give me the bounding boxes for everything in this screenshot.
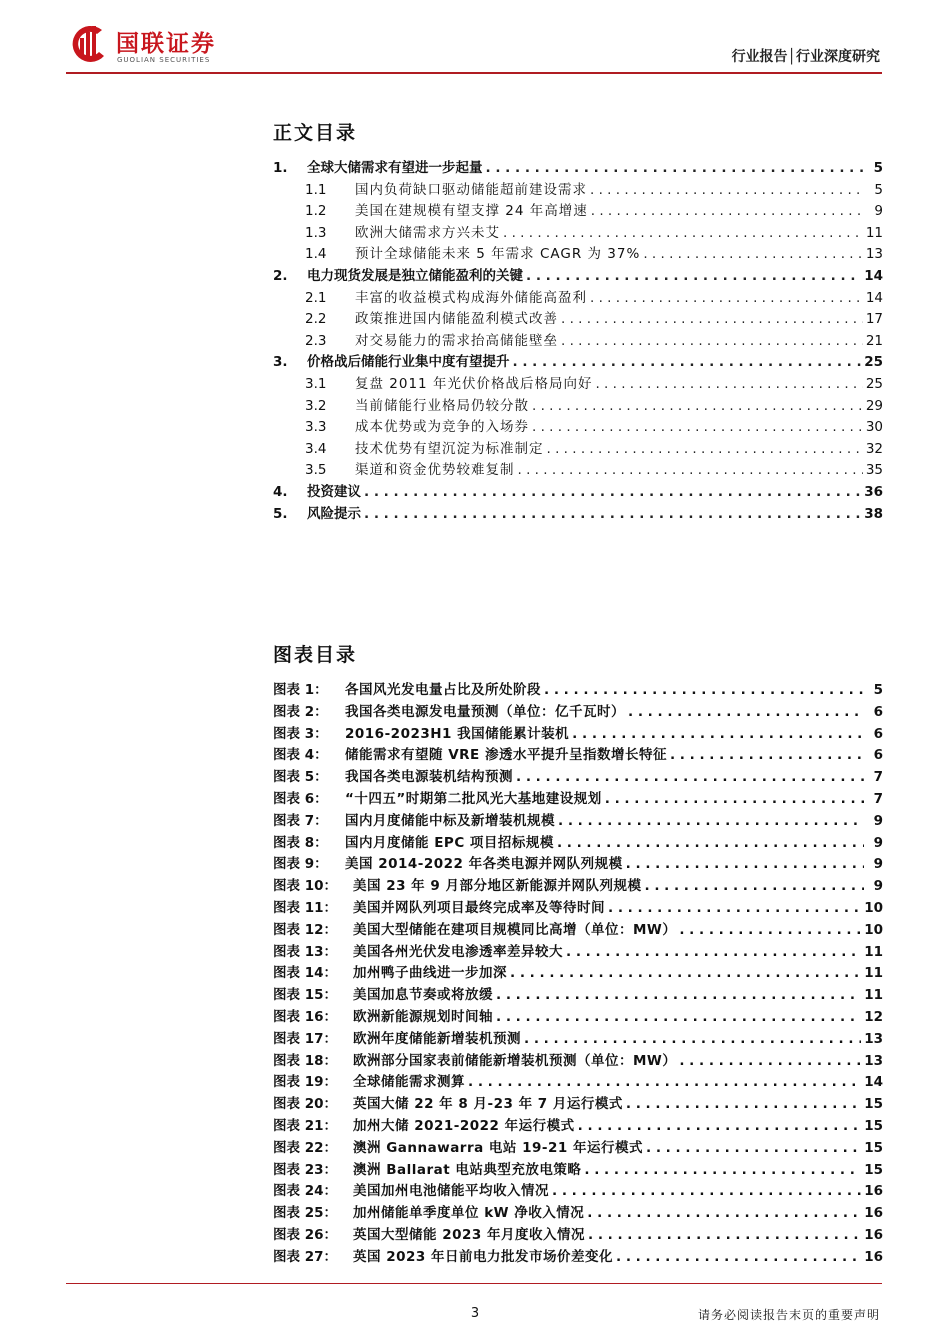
guolian-logo bbox=[66, 22, 246, 68]
figure-entry[interactable] bbox=[273, 1247, 883, 1269]
figure-entry-title: 我国各类电源装机结构预测 bbox=[345, 769, 513, 786]
toc-entry-page: 36 bbox=[864, 484, 883, 500]
figure-dot-leader bbox=[496, 1007, 861, 1029]
figure-entry-label: 图表 25： bbox=[273, 1205, 337, 1222]
toc-dot-leader bbox=[547, 439, 863, 461]
figure-entry-page: 10 bbox=[864, 900, 883, 916]
toc-entry-number: 1.4 bbox=[305, 246, 327, 263]
figure-entry-title: 美国加州电池储能平均收入情况 bbox=[353, 1183, 549, 1200]
figure-dot-leader bbox=[566, 942, 861, 964]
figure-dot-leader bbox=[558, 811, 864, 833]
figure-entry-page: 7 bbox=[873, 791, 883, 807]
toc-entry[interactable] bbox=[273, 460, 883, 482]
toc-entry-number: 3.2 bbox=[305, 397, 327, 414]
guolian-logo-icon bbox=[66, 22, 112, 68]
toc-entry-page: 25 bbox=[864, 354, 883, 371]
toc-dot-leader bbox=[532, 396, 863, 418]
figure-entry-title: 美国各州光伏发电渗透率差异较大 bbox=[353, 943, 563, 960]
toc-entry-number: 4. bbox=[273, 484, 288, 500]
figure-entry-title: “十四五”时期第二批风光大基地建设规划 bbox=[345, 791, 602, 807]
toc-entry-title: 投资建议 bbox=[307, 484, 361, 500]
toc-entry-page: 11 bbox=[865, 224, 883, 241]
toc-entry[interactable] bbox=[273, 482, 883, 504]
page-number: 3 bbox=[470, 1306, 480, 1321]
figure-entry-title: 美国并网队列项目最终完成率及等待时间 bbox=[353, 900, 605, 916]
figure-entry-label: 图表 3： bbox=[273, 725, 328, 742]
figure-entry-label: 图表 15： bbox=[273, 987, 337, 1004]
toc-entry-page: 32 bbox=[865, 440, 883, 457]
toc-entry[interactable] bbox=[273, 331, 883, 353]
figure-entry-title: 美国 2014-2022 年各类电源并网队列规模 bbox=[345, 856, 623, 873]
toc-entry-title: 全球大储需求有望进一步起量 bbox=[307, 160, 483, 176]
toc-entry-title: 成本优势或为竞争的入场券 bbox=[355, 419, 529, 436]
toc-dot-leader bbox=[513, 352, 862, 374]
toc-entry-number: 1.3 bbox=[305, 224, 327, 241]
toc-entry-title: 国内负荷缺口驱动储能超前建设需求 bbox=[355, 181, 587, 198]
figure-entry-title: 美国大型储能在建项目规模同比高增（单位：MW） bbox=[353, 921, 677, 938]
footer-divider bbox=[66, 1283, 882, 1284]
figure-entry-page: 15 bbox=[864, 1139, 883, 1156]
figure-entry-title: 美国加息节奏或将放缓 bbox=[353, 987, 493, 1004]
disclaimer: 请务必阅读报告末页的重要声明 bbox=[697, 1308, 880, 1322]
figure-dot-leader bbox=[544, 680, 864, 702]
figure-entry[interactable] bbox=[273, 745, 883, 767]
toc-dot-leader bbox=[590, 180, 864, 202]
figure-dot-leader bbox=[510, 963, 861, 985]
figure-entry-label: 图表 9： bbox=[273, 856, 328, 873]
figure-entry[interactable] bbox=[273, 680, 883, 702]
figure-entry-title: 英国大型储能 2023 年月度收入情况 bbox=[353, 1227, 585, 1243]
figure-entry-page: 13 bbox=[864, 1030, 883, 1047]
toc-entry[interactable] bbox=[273, 266, 883, 288]
figure-entry-title: 加州鸭子曲线进一步加深 bbox=[353, 965, 507, 982]
figure-dot-leader bbox=[626, 1094, 861, 1116]
toc-entry-title: 政策推进国内储能盈利模式改善 bbox=[355, 311, 558, 328]
toc-entry-number: 5. bbox=[273, 505, 288, 522]
figure-entry-page: 14 bbox=[864, 1074, 883, 1091]
toc-entry-page: 21 bbox=[865, 332, 883, 349]
figure-dot-leader bbox=[644, 876, 864, 898]
figure-dot-leader bbox=[646, 1138, 861, 1160]
figure-entry-page: 11 bbox=[864, 965, 883, 982]
figure-dot-leader bbox=[628, 702, 864, 724]
figure-entry-label: 图表 19： bbox=[273, 1074, 337, 1091]
figure-entry-title: 美国 23 年 9 月部分地区新能源并网队列规模 bbox=[353, 878, 642, 895]
figure-entry-title: 储能需求有望随 VRE 渗透水平提升呈指数增长特征 bbox=[345, 747, 667, 764]
figure-entry-page: 11 bbox=[864, 943, 883, 960]
toc-dot-leader bbox=[364, 504, 861, 526]
figure-entry[interactable] bbox=[273, 963, 883, 985]
toc-entry-number: 3.4 bbox=[305, 440, 327, 457]
figure-dot-leader bbox=[616, 1247, 861, 1269]
figure-entry[interactable] bbox=[273, 811, 883, 833]
figure-entry-page: 11 bbox=[864, 987, 883, 1004]
toc-dot-leader bbox=[532, 417, 863, 439]
figure-entry-page: 9 bbox=[873, 812, 883, 829]
figure-entry-title: 欧洲新能源规划时间轴 bbox=[353, 1009, 493, 1025]
figure-entry[interactable] bbox=[273, 1094, 883, 1116]
figure-dot-leader bbox=[468, 1072, 861, 1094]
figure-entry[interactable] bbox=[273, 833, 883, 855]
toc-entry-number: 3.5 bbox=[305, 462, 327, 479]
figure-dot-leader bbox=[516, 767, 864, 789]
toc-entry-number: 3. bbox=[273, 354, 288, 371]
figure-entry[interactable] bbox=[273, 1160, 883, 1182]
figure-entry-title: 澳洲 Gannawarra 电站 19-21 年运行模式 bbox=[353, 1139, 644, 1156]
figure-entry-label: 图表 7： bbox=[273, 812, 328, 829]
figures-title: 图表目录 bbox=[273, 644, 358, 666]
figure-entry[interactable] bbox=[273, 1116, 883, 1138]
toc-entry-number: 3.1 bbox=[305, 376, 327, 392]
figure-dot-leader bbox=[605, 789, 864, 811]
toc-dot-leader bbox=[526, 266, 861, 288]
figure-entry[interactable] bbox=[273, 1203, 883, 1225]
figure-entry-page: 6 bbox=[873, 747, 883, 764]
figure-entry[interactable] bbox=[273, 789, 883, 811]
figure-entry-label: 图表 6： bbox=[273, 791, 328, 807]
toc-entry[interactable] bbox=[273, 396, 883, 418]
figure-entry[interactable] bbox=[273, 876, 883, 898]
figure-entry-title: 2016-2023H1 我国储能累计装机 bbox=[345, 725, 570, 742]
figure-entry-label: 图表 23： bbox=[273, 1161, 337, 1178]
figure-dot-leader bbox=[572, 724, 864, 746]
figure-entry-page: 16 bbox=[864, 1205, 883, 1222]
figure-dot-leader bbox=[524, 1029, 861, 1051]
figure-entry[interactable] bbox=[273, 1225, 883, 1247]
figure-entry-label: 图表 1： bbox=[273, 682, 328, 698]
figure-entry-page: 9 bbox=[873, 834, 883, 851]
figure-entry[interactable] bbox=[273, 854, 883, 876]
toc-entry[interactable] bbox=[273, 417, 883, 439]
figure-entry-title: 英国大储 22 年 8 月-23 年 7 月运行模式 bbox=[353, 1096, 623, 1113]
figure-entry-label: 图表 5： bbox=[273, 769, 328, 786]
figure-entry-title: 国内月度储能中标及新增装机规模 bbox=[345, 812, 555, 829]
figure-entry-title: 全球储能需求测算 bbox=[353, 1074, 465, 1091]
toc-entry-page: 5 bbox=[873, 160, 883, 176]
toc-entry-page: 5 bbox=[874, 181, 883, 198]
figure-entry[interactable] bbox=[273, 702, 883, 724]
toc-entry-title: 复盘 2011 年光伏价格战后格局向好 bbox=[355, 376, 593, 392]
figure-entry-label: 图表 27： bbox=[273, 1248, 337, 1265]
figure-entry-title: 国内月度储能 EPC 项目招标规模 bbox=[345, 834, 554, 851]
toc-entry[interactable] bbox=[273, 504, 883, 526]
toc-entry-title: 当前储能行业格局仍较分散 bbox=[355, 397, 529, 414]
toc-entry-page: 25 bbox=[865, 376, 883, 392]
figure-entry-label: 图表 26： bbox=[273, 1227, 337, 1243]
figure-entry-title: 各国风光发电量占比及所处阶段 bbox=[345, 682, 541, 698]
toc-entry-number: 2.3 bbox=[305, 332, 327, 349]
figure-entry-title: 加州大储 2021-2022 年运行模式 bbox=[353, 1118, 575, 1134]
toc-entry-title: 电力现货发展是独立储能盈利的关键 bbox=[307, 268, 523, 284]
figure-entry-page: 16 bbox=[864, 1183, 883, 1200]
figure-entry[interactable] bbox=[273, 898, 883, 920]
figure-entry[interactable] bbox=[273, 1072, 883, 1094]
figure-dot-leader bbox=[679, 920, 861, 942]
figure-entry[interactable] bbox=[273, 1007, 883, 1029]
figure-entry-label: 图表 17： bbox=[273, 1030, 337, 1047]
toc-entry-number: 1.1 bbox=[305, 181, 327, 198]
figure-entry-page: 16 bbox=[864, 1227, 883, 1243]
toc-entry-page: 17 bbox=[865, 311, 883, 328]
figure-entry-title: 加州储能单季度单位 kW 净收入情况 bbox=[353, 1205, 585, 1222]
figure-entry-title: 欧洲部分国家表前储能新增装机预测（单位：MW） bbox=[353, 1052, 677, 1069]
figure-entry-page: 15 bbox=[864, 1096, 883, 1113]
figure-dot-leader bbox=[496, 985, 861, 1007]
toc-entry-title: 渠道和资金优势较难复制 bbox=[355, 462, 515, 479]
figure-entry-label: 图表 2： bbox=[273, 703, 328, 720]
figure-entry[interactable] bbox=[273, 920, 883, 942]
toc-entry[interactable] bbox=[273, 352, 883, 374]
figure-dot-leader bbox=[557, 833, 864, 855]
figure-dot-leader bbox=[587, 1203, 861, 1225]
figure-entry-label: 图表 11： bbox=[273, 900, 337, 916]
figure-entry-page: 15 bbox=[864, 1161, 883, 1178]
figure-entry-page: 12 bbox=[864, 1009, 883, 1025]
toc-dot-leader bbox=[364, 482, 861, 504]
toc-title: 正文目录 bbox=[273, 122, 358, 144]
figure-entry-label: 图表 8： bbox=[273, 834, 328, 851]
toc-entry-page: 38 bbox=[864, 505, 883, 522]
figure-entry-page: 6 bbox=[873, 725, 883, 742]
toc-dot-leader bbox=[561, 331, 863, 353]
figure-entry-label: 图表 24： bbox=[273, 1183, 337, 1200]
toc-entry[interactable] bbox=[273, 244, 883, 266]
toc-entry-number: 1.2 bbox=[305, 203, 327, 220]
toc-entry-title: 预计全球储能未来 5 年需求 CAGR 为 37% bbox=[355, 246, 641, 263]
toc-entry[interactable] bbox=[273, 180, 883, 202]
figure-dot-leader bbox=[552, 1181, 861, 1203]
toc-entry-page: 29 bbox=[865, 397, 883, 414]
toc-entry[interactable] bbox=[273, 288, 883, 310]
toc-entry-page: 14 bbox=[865, 289, 883, 306]
figure-entry-label: 图表 10： bbox=[273, 878, 337, 895]
figure-dot-leader bbox=[608, 898, 861, 920]
toc-entry-page: 9 bbox=[874, 203, 883, 220]
toc-entry[interactable] bbox=[273, 201, 883, 223]
toc-entry-page: 13 bbox=[865, 246, 883, 263]
figure-entry-page: 9 bbox=[873, 878, 883, 895]
figure-entry-label: 图表 20： bbox=[273, 1096, 337, 1113]
figure-entry-label: 图表 12： bbox=[273, 921, 337, 938]
figure-entry[interactable] bbox=[273, 1138, 883, 1160]
toc-entry[interactable] bbox=[273, 158, 883, 180]
toc-entry-title: 风险提示 bbox=[307, 505, 361, 522]
figure-entry-page: 9 bbox=[873, 856, 883, 873]
figure-entry-label: 图表 18： bbox=[273, 1052, 337, 1069]
page-header bbox=[0, 0, 950, 80]
toc-entry-title: 价格战后储能行业集中度有望提升 bbox=[307, 354, 510, 371]
logo-text-cn: 国联证券 bbox=[116, 31, 216, 57]
toc-dot-leader bbox=[591, 201, 864, 223]
toc-entry-number: 2. bbox=[273, 268, 288, 284]
toc-entry-number: 1. bbox=[273, 160, 288, 176]
toc-entry-title: 欧洲大储需求方兴未艾 bbox=[355, 224, 500, 241]
figure-dot-leader bbox=[588, 1225, 861, 1247]
figure-dot-leader bbox=[578, 1116, 862, 1138]
toc-dot-leader bbox=[595, 374, 862, 396]
figure-entry-title: 我国各类电源发电量预测（单位：亿千瓦时） bbox=[345, 703, 625, 720]
figure-entry[interactable] bbox=[273, 942, 883, 964]
logo-text-en: GUOLIAN SECURITIES bbox=[117, 56, 211, 64]
figure-entry[interactable] bbox=[273, 985, 883, 1007]
toc-entry-title: 技术优势有望沉淀为标准制定 bbox=[355, 440, 544, 457]
header-divider bbox=[66, 72, 882, 74]
figure-entry-title: 英国 2023 年日前电力批发市场价差变化 bbox=[353, 1248, 613, 1265]
figure-entry-label: 图表 13： bbox=[273, 943, 337, 960]
figure-entry[interactable] bbox=[273, 1181, 883, 1203]
report-type: 行业报告│行业深度研究 bbox=[731, 49, 880, 65]
toc-entry-number: 2.2 bbox=[305, 311, 327, 328]
toc-dot-leader bbox=[486, 158, 865, 180]
figure-entry[interactable] bbox=[273, 724, 883, 746]
toc-entry-page: 35 bbox=[865, 462, 883, 479]
toc-entry[interactable] bbox=[273, 439, 883, 461]
figure-entry-label: 图表 22： bbox=[273, 1139, 337, 1156]
toc-dot-leader bbox=[590, 288, 863, 310]
figure-entry-page: 6 bbox=[873, 703, 883, 720]
toc-dot-leader bbox=[643, 244, 862, 266]
figure-entry-page: 7 bbox=[873, 769, 883, 786]
figure-dot-leader bbox=[584, 1160, 861, 1182]
figure-entry-page: 10 bbox=[864, 921, 883, 938]
figure-entry[interactable] bbox=[273, 1029, 883, 1051]
figure-entry-label: 图表 4： bbox=[273, 747, 328, 764]
figure-entry-title: 欧洲年度储能新增装机预测 bbox=[353, 1030, 521, 1047]
toc-entry-title: 对交易能力的需求抬高储能壁垒 bbox=[355, 332, 558, 349]
toc-entry-title: 美国在建规模有望支撑 24 年高增速 bbox=[355, 203, 588, 220]
toc-entry-number: 3.3 bbox=[305, 419, 327, 436]
toc-entry-title: 丰富的收益模式构成海外储能高盈利 bbox=[355, 289, 587, 306]
figure-entry-label: 图表 14： bbox=[273, 965, 337, 982]
figure-entry[interactable] bbox=[273, 1051, 883, 1073]
figure-entry-page: 13 bbox=[864, 1052, 883, 1069]
toc-entry[interactable] bbox=[273, 223, 883, 245]
toc-entry-page: 30 bbox=[865, 419, 883, 436]
toc-dot-leader bbox=[561, 309, 863, 331]
figure-entry-page: 16 bbox=[864, 1248, 883, 1265]
toc-entry[interactable] bbox=[273, 374, 883, 396]
toc-dot-leader bbox=[503, 223, 863, 245]
toc-dot-leader bbox=[518, 460, 863, 482]
figure-entry-label: 图表 21： bbox=[273, 1118, 337, 1134]
figure-entry-title: 澳洲 Ballarat 电站典型充放电策略 bbox=[353, 1161, 582, 1178]
figure-entry[interactable] bbox=[273, 767, 883, 789]
figure-entry-label: 图表 16： bbox=[273, 1009, 337, 1025]
figure-dot-leader bbox=[679, 1051, 861, 1073]
figure-entry-page: 15 bbox=[864, 1118, 883, 1134]
toc-entry-number: 2.1 bbox=[305, 289, 327, 306]
figure-dot-leader bbox=[670, 745, 864, 767]
figure-entry-page: 5 bbox=[873, 682, 883, 698]
figure-dot-leader bbox=[626, 854, 864, 876]
toc-entry-page: 14 bbox=[864, 268, 883, 284]
toc-entry[interactable] bbox=[273, 309, 883, 331]
